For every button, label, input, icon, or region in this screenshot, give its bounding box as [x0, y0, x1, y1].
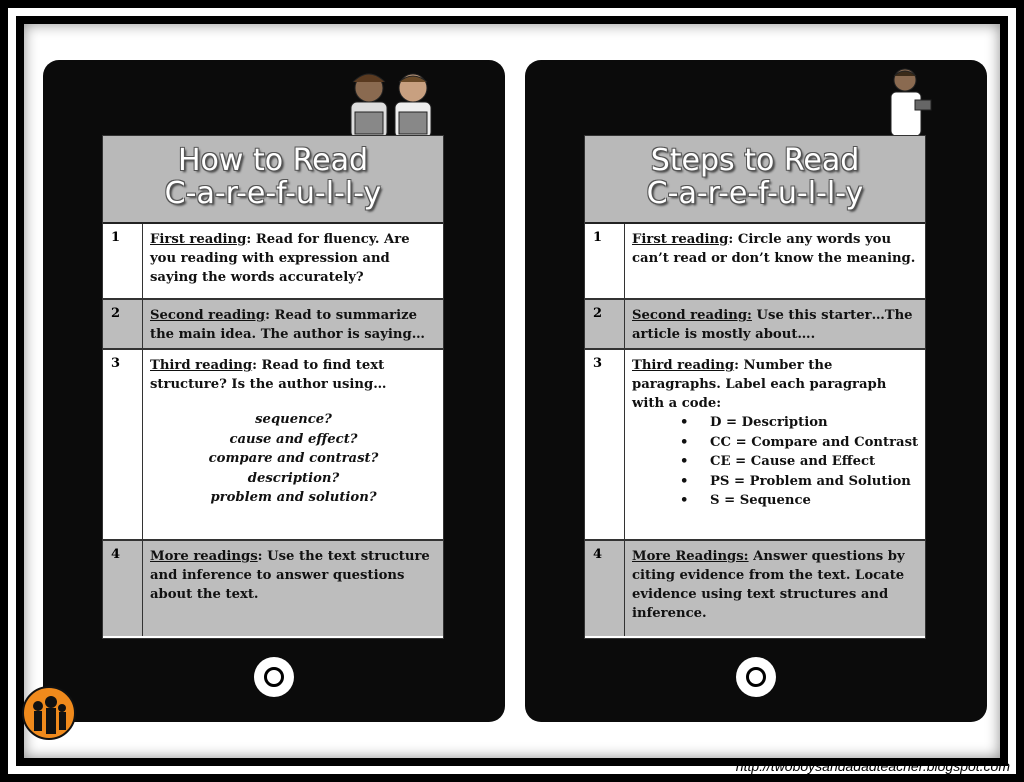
- structure-item: description?: [247, 470, 340, 486]
- step-heading: First reading: [632, 232, 729, 247]
- step-row-3: [585, 350, 925, 541]
- step-heading: Third reading: [150, 358, 253, 373]
- card-title-line1: Steps to Read: [650, 143, 860, 178]
- step-row-1: [103, 224, 443, 300]
- card-how-to-read: [102, 135, 444, 639]
- card-title: [585, 136, 925, 224]
- step-heading: Third reading: [632, 358, 735, 373]
- step-row-4: [585, 541, 925, 636]
- blog-logo: [22, 686, 76, 740]
- step-text: [143, 350, 443, 539]
- step-number: 1: [103, 224, 143, 298]
- code-text: CE = Cause and Effect: [710, 454, 876, 469]
- bullet-icon: •: [680, 473, 689, 489]
- structure-item: compare and contrast?: [208, 451, 379, 466]
- step-row-3: [103, 350, 443, 541]
- step-number: 3: [585, 350, 625, 539]
- step-description: : Read to summarize the main idea. The author is saying…: [150, 308, 425, 342]
- teacher-illustration: [885, 66, 937, 138]
- step-heading: More Readings:: [632, 549, 749, 564]
- step-row-2: [103, 300, 443, 350]
- code-list: [632, 413, 919, 511]
- step-text: [625, 300, 925, 348]
- code-item: [632, 413, 919, 433]
- code-item: [632, 452, 919, 472]
- step-text: [143, 300, 443, 348]
- step-number: 4: [585, 541, 625, 636]
- code-text: PS = Problem and Solution: [710, 473, 911, 489]
- structure-item: sequence?: [255, 412, 332, 427]
- step-text: [625, 224, 925, 298]
- step-text: [625, 541, 925, 636]
- bullet-icon: •: [680, 493, 689, 508]
- card-title: [103, 136, 443, 224]
- step-number: 2: [585, 300, 625, 348]
- step-description: : Read for fluency. Are you reading with expression and saying the words accurately?: [150, 232, 410, 285]
- step-heading: First reading: [150, 232, 247, 247]
- bullet-icon: •: [680, 415, 689, 430]
- code-item: [632, 491, 919, 511]
- card-steps-to-read: [584, 135, 926, 639]
- step-row-4: [103, 541, 443, 636]
- card-title-line1: How to Read: [177, 143, 369, 178]
- card-title-line2: C-a-r-e-f-u-l-l-y: [164, 176, 382, 211]
- family-silhouette-icon: [24, 688, 74, 738]
- step-description: Answer questions by citing evidence from the text. Locate evidence using text structures and inference.: [632, 549, 905, 621]
- step-heading: Second reading: [150, 308, 266, 323]
- step-description: : Number the paragraphs. Label each paragraph with a code:: [632, 358, 887, 411]
- step-heading: Second reading:: [632, 308, 752, 323]
- card-title-line2: C-a-r-e-f-u-l-l-y: [646, 176, 864, 211]
- step-text: [143, 224, 443, 298]
- step-description: : Use the text structure and inference to answer questions about the text.: [150, 549, 430, 602]
- code-item: [632, 472, 919, 492]
- step-number: 1: [585, 224, 625, 298]
- code-item: [632, 433, 919, 453]
- code-text: D = Description: [710, 415, 828, 430]
- step-number: 3: [103, 350, 143, 539]
- code-text: CC = Compare and Contrast: [710, 434, 919, 450]
- tablet-left: [43, 60, 505, 722]
- step-description: Use this starter…The article is mostly about….: [632, 308, 913, 342]
- structure-item: cause and effect?: [229, 431, 358, 447]
- reading-kids-illustration: [337, 68, 447, 138]
- step-number: 4: [103, 541, 143, 636]
- home-button[interactable]: [736, 657, 776, 697]
- bullet-icon: •: [680, 434, 689, 450]
- step-heading: More readings: [150, 549, 258, 564]
- structure-list: [150, 410, 437, 508]
- step-text: [625, 350, 925, 539]
- footer-url[interactable]: http://twoboysandadadteacher.blogspot.com: [735, 758, 1010, 774]
- tablet-right: [525, 60, 987, 722]
- bullet-icon: •: [680, 454, 689, 469]
- step-row-2: [585, 300, 925, 350]
- structure-item: problem and solution?: [210, 490, 377, 505]
- step-text: [143, 541, 443, 636]
- step-row-1: [585, 224, 925, 300]
- step-description: : Read to find text structure? Is the author using…: [150, 358, 387, 392]
- step-number: 2: [103, 300, 143, 348]
- step-description: : Circle any words you can’t read or don’t know the meaning.: [632, 232, 916, 266]
- home-button[interactable]: [254, 657, 294, 697]
- code-text: S = Sequence: [710, 493, 811, 508]
